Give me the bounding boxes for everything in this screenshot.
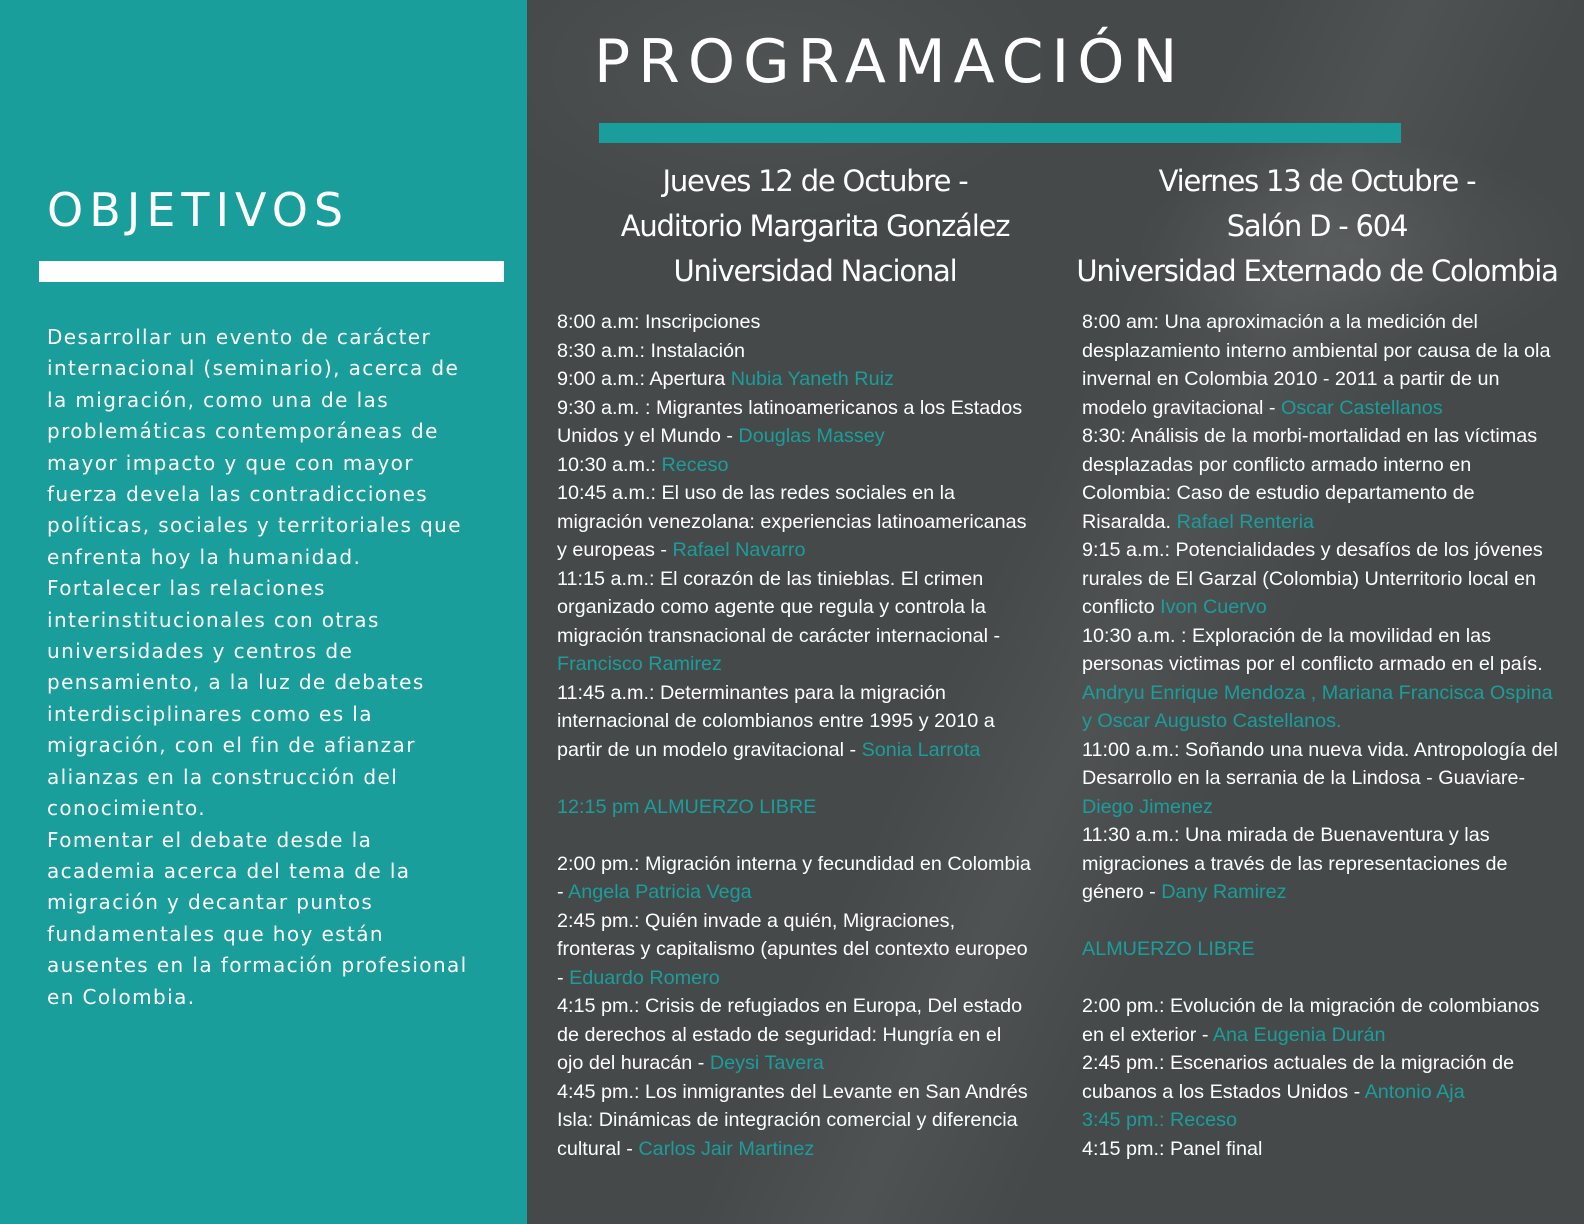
schedule-item-speaker: Deysi Tavera (709, 1052, 824, 1074)
schedule-item-speaker: Antonio Aja (1364, 1080, 1465, 1103)
schedule-item (1082, 821, 1564, 907)
schedule-item (557, 679, 1032, 765)
schedule-item-text: 4:15 pm.: Panel final (1082, 1137, 1263, 1160)
schedule-item-text: 9:00 a.m.: Apertura (557, 368, 731, 390)
schedule-item (1082, 1049, 1564, 1106)
objetivo-2: Fortalecer las relaciones interinstitucionales con otras universidades y centros de pensamiento, a la luz de debates interdisciplinares como es la migración, con el fin de afianzar alianzas en la construcción del conocimiento. (47, 576, 425, 821)
schedule-item-text: 11:45 a.m.: Determinantes para la migración internacional de colombianos entre 1995 y 2010 a partir de un modelo gravitacional - (557, 681, 995, 761)
objetivo-1: Desarrollar un evento de carácter internacional (seminario), acerca de la migración, como una de las problemáticas contemporáneas de mayor impacto y que con mayor fuerza devela las contradicciones políticas, sociales y territoriales que enfrenta hoy la humanidad. (47, 325, 462, 569)
schedule-item (1082, 422, 1564, 536)
schedule-item-speaker: 3:45 pm.: Receso (1082, 1109, 1238, 1131)
objetivos-text (47, 322, 487, 1013)
schedule-item (557, 451, 1032, 480)
schedule-item-speaker: Eduardo Romero (569, 966, 720, 989)
schedule-item-text: 10:30 a.m.: (557, 453, 662, 476)
schedule-item-text: 8:00 am: Una aproximación a la medición del desplazamiento interno ambiental por causa de la ola invernal en Colombia 2010 - 2011 a partir de un modelo gravitacional - (1082, 311, 1551, 419)
day-1-heading-line: Auditorio Margarita González (620, 209, 1010, 243)
schedule-item (557, 565, 1032, 679)
schedule-item-speaker: Francisco Ramirez (557, 653, 722, 675)
schedule-item (1082, 1135, 1564, 1164)
programacion-divider (599, 123, 1401, 143)
day-2-heading-line: Viernes 13 de Octubre - (1158, 164, 1476, 198)
schedule-item-text: 11:15 a.m.: El corazón de las tinieblas. El crimen organizado como agente que regula y controla la migración transnacional de carácter internacional - (557, 567, 1001, 647)
schedule-item (557, 479, 1032, 565)
schedule-item-speaker: Diego Jimenez (1082, 795, 1213, 818)
day-1-heading (600, 159, 1030, 294)
objetivo-3: Fomentar el debate desde la academia acerca del tema de la migración y decantar puntos fundamentales que hoy están ausentes en la formación profesional en Colombia. (47, 827, 468, 1009)
schedule-item-speaker: Receso (661, 453, 729, 476)
schedule-item-speaker: Sonia Larrota (861, 738, 981, 761)
schedule-item (1082, 992, 1564, 1049)
schedule-item-text: 2:45 pm.: Quién invade a quién, Migraciones, fronteras y capitalismo (apuntes del contexto europeo - (557, 909, 1028, 989)
schedule-item (557, 394, 1032, 451)
schedule-item (557, 907, 1032, 993)
schedule-item (557, 337, 1032, 366)
schedule-item-text: 2:00 pm.: Evolución de la migración de colombianos en el exterior - (1082, 995, 1540, 1046)
schedule-item-speaker: Nubia Yaneth Ruiz (730, 368, 894, 390)
schedule-item-text: 11:30 a.m.: Una mirada de Buenaventura y las migraciones a través de las representaciones de género - (1082, 824, 1508, 903)
objetivos-title: OBJETIVOS (47, 183, 350, 237)
schedule-item-text: 8:30: Análisis de la morbi-mortalidad en las víctimas desplazadas por conflicto armado interno en Colombia: Caso de estudio departamento de Risaralda. (1082, 425, 1538, 533)
schedule-item-speaker: Rafael Navarro (672, 539, 806, 561)
objetivos-panel (0, 0, 527, 1224)
schedule-item-speaker: Dany Ramirez (1161, 881, 1287, 903)
day-1-heading-line: Jueves 12 de Octubre - (662, 164, 968, 198)
day-1-heading-line: Universidad Nacional (673, 254, 957, 288)
schedule-item-text: 2:45 pm.: Escenarios actuales de la migración de cubanos a los Estados Unidos - (1082, 1052, 1515, 1103)
schedule-item-speaker: Ana Eugenia Durán (1212, 1023, 1386, 1046)
schedule-item-text: 10:45 a.m.: El uso de las redes sociales en la migración venezolana: experiencias latinoamericanas y europeas - (557, 482, 1027, 561)
schedule-item (1082, 1106, 1564, 1135)
schedule-item (557, 308, 1032, 337)
schedule-item-speaker: Carlos Jair Martinez (638, 1137, 815, 1160)
day-2-heading-line: Salón D - 604 (1226, 209, 1408, 243)
schedule-item-speaker: Ivon Cuervo (1160, 596, 1267, 618)
schedule-item-text: 10:30 a.m. : Exploración de la movilidad en las personas victimas por el conflicto armado en el país. (1082, 624, 1543, 675)
schedule-item-text: 8:00 a.m: Inscripciones (557, 311, 761, 333)
schedule-item (1082, 736, 1564, 822)
schedule-item-speaker: Angela Patricia Vega (568, 881, 752, 903)
schedule-item-text: 4:15 pm.: Crisis de refugiados en Europa, Del estado de derechos al estado de seguridad: Hungría en el ojo del huracán - (557, 995, 1023, 1074)
schedule-item-text: 2:00 pm.: Migración interna y fecundidad en Colombia - (557, 852, 1031, 903)
day-2-heading-line: Universidad Externado de Colombia (1076, 254, 1558, 288)
schedule-item-text: 11:00 a.m.: Soñando una nueva vida. Antropología del Desarrollo en la serrania de la Lindosa - Guaviare- (1082, 738, 1558, 789)
day-2-heading (1062, 159, 1572, 294)
schedule-item (557, 1078, 1032, 1164)
schedule-item-text: 9:15 a.m.: Potencialidades y desafíos de los jóvenes rurales de El Garzal (Colombia) Unterritorio local en conflicto (1082, 539, 1543, 618)
schedule-item-text: 9:30 a.m. : Migrantes latinoamericanos a los Estados Unidos y el Mundo - (557, 396, 1023, 447)
schedule-item (1082, 308, 1564, 422)
schedule-item-speaker: 12:15 pm ALMUERZO LIBRE (557, 795, 817, 818)
day-2-schedule (1082, 308, 1564, 1163)
schedule-item (557, 992, 1032, 1078)
schedule-item (1082, 622, 1564, 736)
schedule-item (557, 850, 1032, 907)
schedule-item-text: 4:45 pm.: Los inmigrantes del Levante en San Andrés Isla: Dinámicas de integración comercial y diferencia cultural - (557, 1080, 1028, 1160)
schedule-item-speaker: ALMUERZO LIBRE (1082, 938, 1255, 960)
schedule-item-speaker: Andryu Enrique Mendoza , Mariana Francisca Ospina y Oscar Augusto Castellanos. (1082, 681, 1553, 732)
schedule-item-speaker: Oscar Castellanos (1281, 396, 1443, 419)
schedule-item (1082, 935, 1564, 964)
schedule-item-text: 8:30 a.m.: Instalación (557, 339, 746, 362)
schedule-item-speaker: Douglas Massey (738, 425, 885, 447)
schedule-item-speaker: Rafael Renteria (1176, 510, 1315, 533)
programacion-title: PROGRAMACIÓN (594, 27, 1186, 97)
schedule-item (557, 365, 1032, 394)
schedule-item (1082, 536, 1564, 622)
objetivos-divider (39, 261, 504, 282)
day-1-schedule (557, 308, 1032, 1163)
schedule-item (557, 793, 1032, 822)
